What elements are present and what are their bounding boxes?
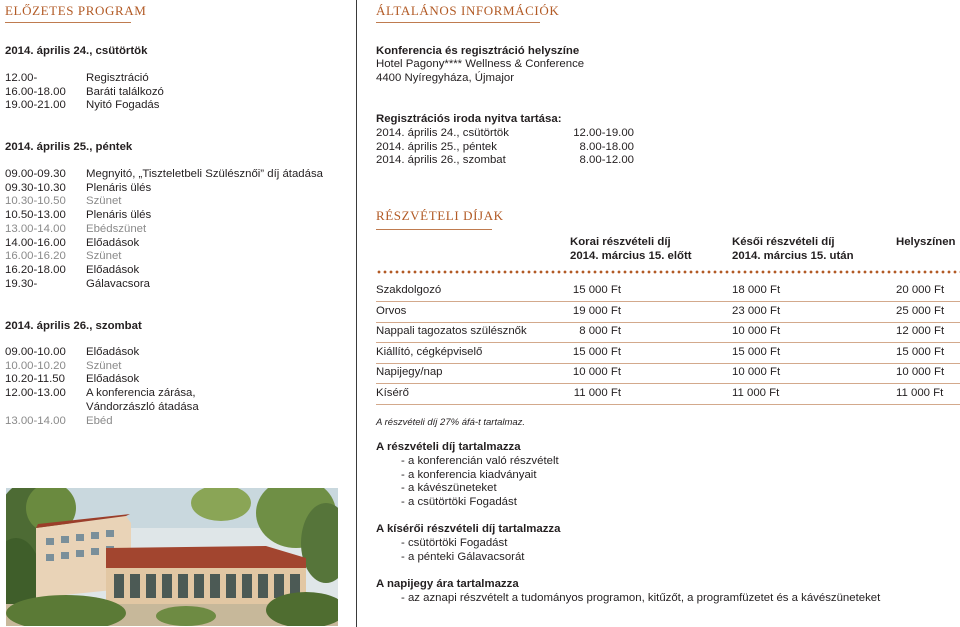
fee-onsite: 12 000 Ft (896, 325, 945, 338)
column-divider (356, 0, 357, 627)
schedule-time: 13.00-14.00 (5, 414, 66, 427)
schedule-event: Előadások (86, 346, 140, 358)
office-row (376, 127, 676, 141)
schedule-event: Előadások (86, 263, 140, 276)
schedule-time: 16.20-18.00 (5, 263, 66, 276)
schedule-event: Megnyitó, „Tiszteletbeli Szülésznői” díj átadása (86, 168, 323, 180)
fee-row (376, 281, 960, 302)
schedule-event: Plenáris ülés (86, 181, 152, 194)
day-heading: 2014. április 26., szombat (5, 320, 142, 332)
office-row (376, 141, 676, 155)
schedule-event: A konferencia zárása, (86, 387, 196, 400)
includes-item: - a pénteki Gálavacsorát (401, 550, 525, 563)
fee-header-late-line2: 2014. március 15. után (732, 249, 854, 262)
schedule-time: 09.00-10.00 (5, 346, 66, 358)
hotel-photo-illustration (6, 488, 338, 626)
schedule-time: 19.00-21.00 (5, 99, 66, 112)
info-title-rule (376, 22, 540, 23)
schedule-row (5, 278, 350, 292)
office-day: 2014. április 26., szombat (376, 154, 506, 166)
fee-header-early (570, 236, 692, 263)
schedule-row (5, 209, 350, 223)
fee-early: 10 000 Ft (572, 366, 621, 379)
schedule-event: Vándorzászló átadása (86, 400, 199, 413)
schedule-event: Szünet (86, 359, 122, 372)
hotel-photo (6, 488, 338, 626)
fees-title: RÉSZVÉTELI DÍJAK (376, 208, 504, 223)
schedule-row (5, 360, 350, 374)
includes-item: - a konferencián való részvételt (401, 455, 559, 467)
schedule-row (5, 237, 350, 251)
fee-early: 19 000 Ft (572, 304, 621, 317)
fee-label: Napijegy/nap (376, 366, 443, 379)
schedule-row (5, 72, 350, 86)
schedule-event: Szünet (86, 195, 122, 208)
includes-heading: A kísérői részvételi díj tartalmazza (376, 523, 561, 535)
schedule-time: 09.00-09.30 (5, 168, 66, 180)
fee-row (376, 363, 960, 384)
fee-row (376, 384, 960, 405)
venue-line: 4400 Nyíregyháza, Újmajor (376, 72, 515, 84)
office-day: 2014. április 24., csütörtök (376, 127, 509, 139)
venue-heading: Konferencia és regisztráció helyszíne (376, 45, 580, 57)
includes-heading: A részvételi díj tartalmazza (376, 441, 521, 453)
schedule-row (5, 415, 350, 429)
schedule-row (5, 86, 350, 100)
schedule-event: Regisztráció (86, 72, 149, 84)
fee-label: Szakdolgozó (376, 284, 442, 296)
fee-onsite: 10 000 Ft (896, 366, 945, 379)
schedule-row (5, 264, 350, 278)
schedule-event: Plenáris ülés (86, 209, 152, 222)
fee-late: 18 000 Ft (732, 284, 781, 296)
schedule-time: 19.30- (5, 277, 38, 290)
includes-item: - a csütörtöki Fogadást (401, 495, 517, 508)
fee-early: 8 000 Ft (579, 325, 621, 338)
fee-onsite: 20 000 Ft (896, 284, 945, 296)
schedule-event: Előadások (86, 236, 140, 249)
fee-late: 23 000 Ft (732, 304, 781, 317)
schedule-time: 10.00-10.20 (5, 359, 66, 372)
schedule-time: 09.30-10.30 (5, 181, 66, 194)
fees-title-rule (376, 229, 492, 230)
fee-header-early-line1: Korai részvételi díj (570, 236, 671, 248)
schedule-row (5, 195, 350, 209)
fee-onsite: 11 000 Ft (896, 387, 944, 399)
fee-row (376, 322, 960, 343)
fee-label: Orvos (376, 304, 407, 317)
day-heading: 2014. április 24., csütörtök (5, 45, 148, 57)
schedule-time: 12.00-13.00 (5, 387, 66, 400)
schedule-time: 14.00-16.00 (5, 236, 66, 249)
fee-header-early-line2: 2014. március 15. előtt (570, 249, 692, 262)
schedule-event: Nyitó Fogadás (86, 99, 160, 112)
schedule-row (5, 223, 350, 237)
day-heading: 2014. április 25., péntek (5, 141, 133, 153)
schedule-time: 13.00-14.00 (5, 222, 66, 235)
schedule-row (5, 401, 350, 415)
fee-early: 11 000 Ft (573, 387, 621, 399)
fee-header-late (732, 236, 854, 263)
includes-item: - a kávészüneteket (401, 482, 497, 495)
office-hours-value: 8.00-18.00 (579, 140, 634, 153)
fee-onsite: 15 000 Ft (896, 345, 945, 358)
schedule-row (5, 387, 350, 401)
schedule-event: Előadások (86, 373, 140, 386)
office-day: 2014. április 25., péntek (376, 140, 497, 153)
fee-early: 15 000 Ft (572, 345, 621, 358)
fees-dotted-divider (376, 270, 960, 274)
schedule-event: Szünet (86, 250, 122, 263)
schedule-time: 12.00- (5, 72, 38, 84)
includes-item: - az aznapi részvételt a tudományos programon, kitűzőt, a programfüzetet és a kávészüneteket (401, 592, 881, 604)
program-title: ELŐZETES PROGRAM (5, 3, 147, 18)
office-hours-value: 12.00-19.00 (573, 127, 634, 139)
includes-heading: A napijegy ára tartalmazza (376, 578, 519, 590)
schedule-time: 10.50-13.00 (5, 209, 66, 222)
includes-item: - a konferencia kiadványait (401, 468, 537, 481)
fee-onsite: 25 000 Ft (896, 304, 945, 317)
includes-item: - csütörtöki Fogadást (401, 537, 508, 549)
fee-row (376, 302, 960, 323)
fee-late: 15 000 Ft (732, 345, 781, 358)
fee-late: 10 000 Ft (732, 325, 781, 338)
schedule-time: 16.00-18.00 (5, 85, 66, 98)
fee-header-late-line1: Késői részvételi díj (732, 236, 835, 248)
fees-note: A részvételi díj 27% áfá-t tartalmaz. (376, 417, 526, 428)
schedule-time: 16.00-16.20 (5, 250, 66, 263)
schedule-row (5, 346, 350, 360)
schedule-event: Ebédszünet (86, 222, 147, 235)
schedule-row (5, 99, 350, 113)
schedule-row (5, 168, 350, 182)
fee-label: Kiállító, cégképviselő (376, 345, 483, 358)
fee-early: 15 000 Ft (572, 284, 621, 296)
office-row (376, 154, 676, 168)
office-heading: Regisztrációs iroda nyitva tartása: (376, 113, 562, 125)
schedule-time: 10.20-11.50 (5, 373, 65, 386)
fee-row (376, 343, 960, 364)
fee-late: 10 000 Ft (732, 366, 781, 379)
schedule-row (5, 250, 350, 264)
schedule-event: Gálavacsora (86, 277, 150, 290)
office-hours-value: 8.00-12.00 (579, 154, 634, 166)
fee-label: Kísérő (376, 387, 409, 399)
schedule-row (5, 182, 350, 196)
schedule-event: Baráti találkozó (86, 85, 164, 98)
info-title: ÁLTALÁNOS INFORMÁCIÓK (376, 3, 560, 18)
program-title-rule (5, 22, 131, 23)
fee-late: 11 000 Ft (732, 387, 780, 399)
schedule-row (5, 373, 350, 387)
venue-line: Hotel Pagony**** Wellness & Conference (376, 58, 585, 70)
fee-label: Nappali tagozatos szülésznők (376, 325, 527, 338)
schedule-event: Ebéd (86, 414, 113, 427)
schedule-time: 10.30-10.50 (5, 195, 66, 208)
fee-header-onsite: Helyszínen (896, 236, 956, 248)
